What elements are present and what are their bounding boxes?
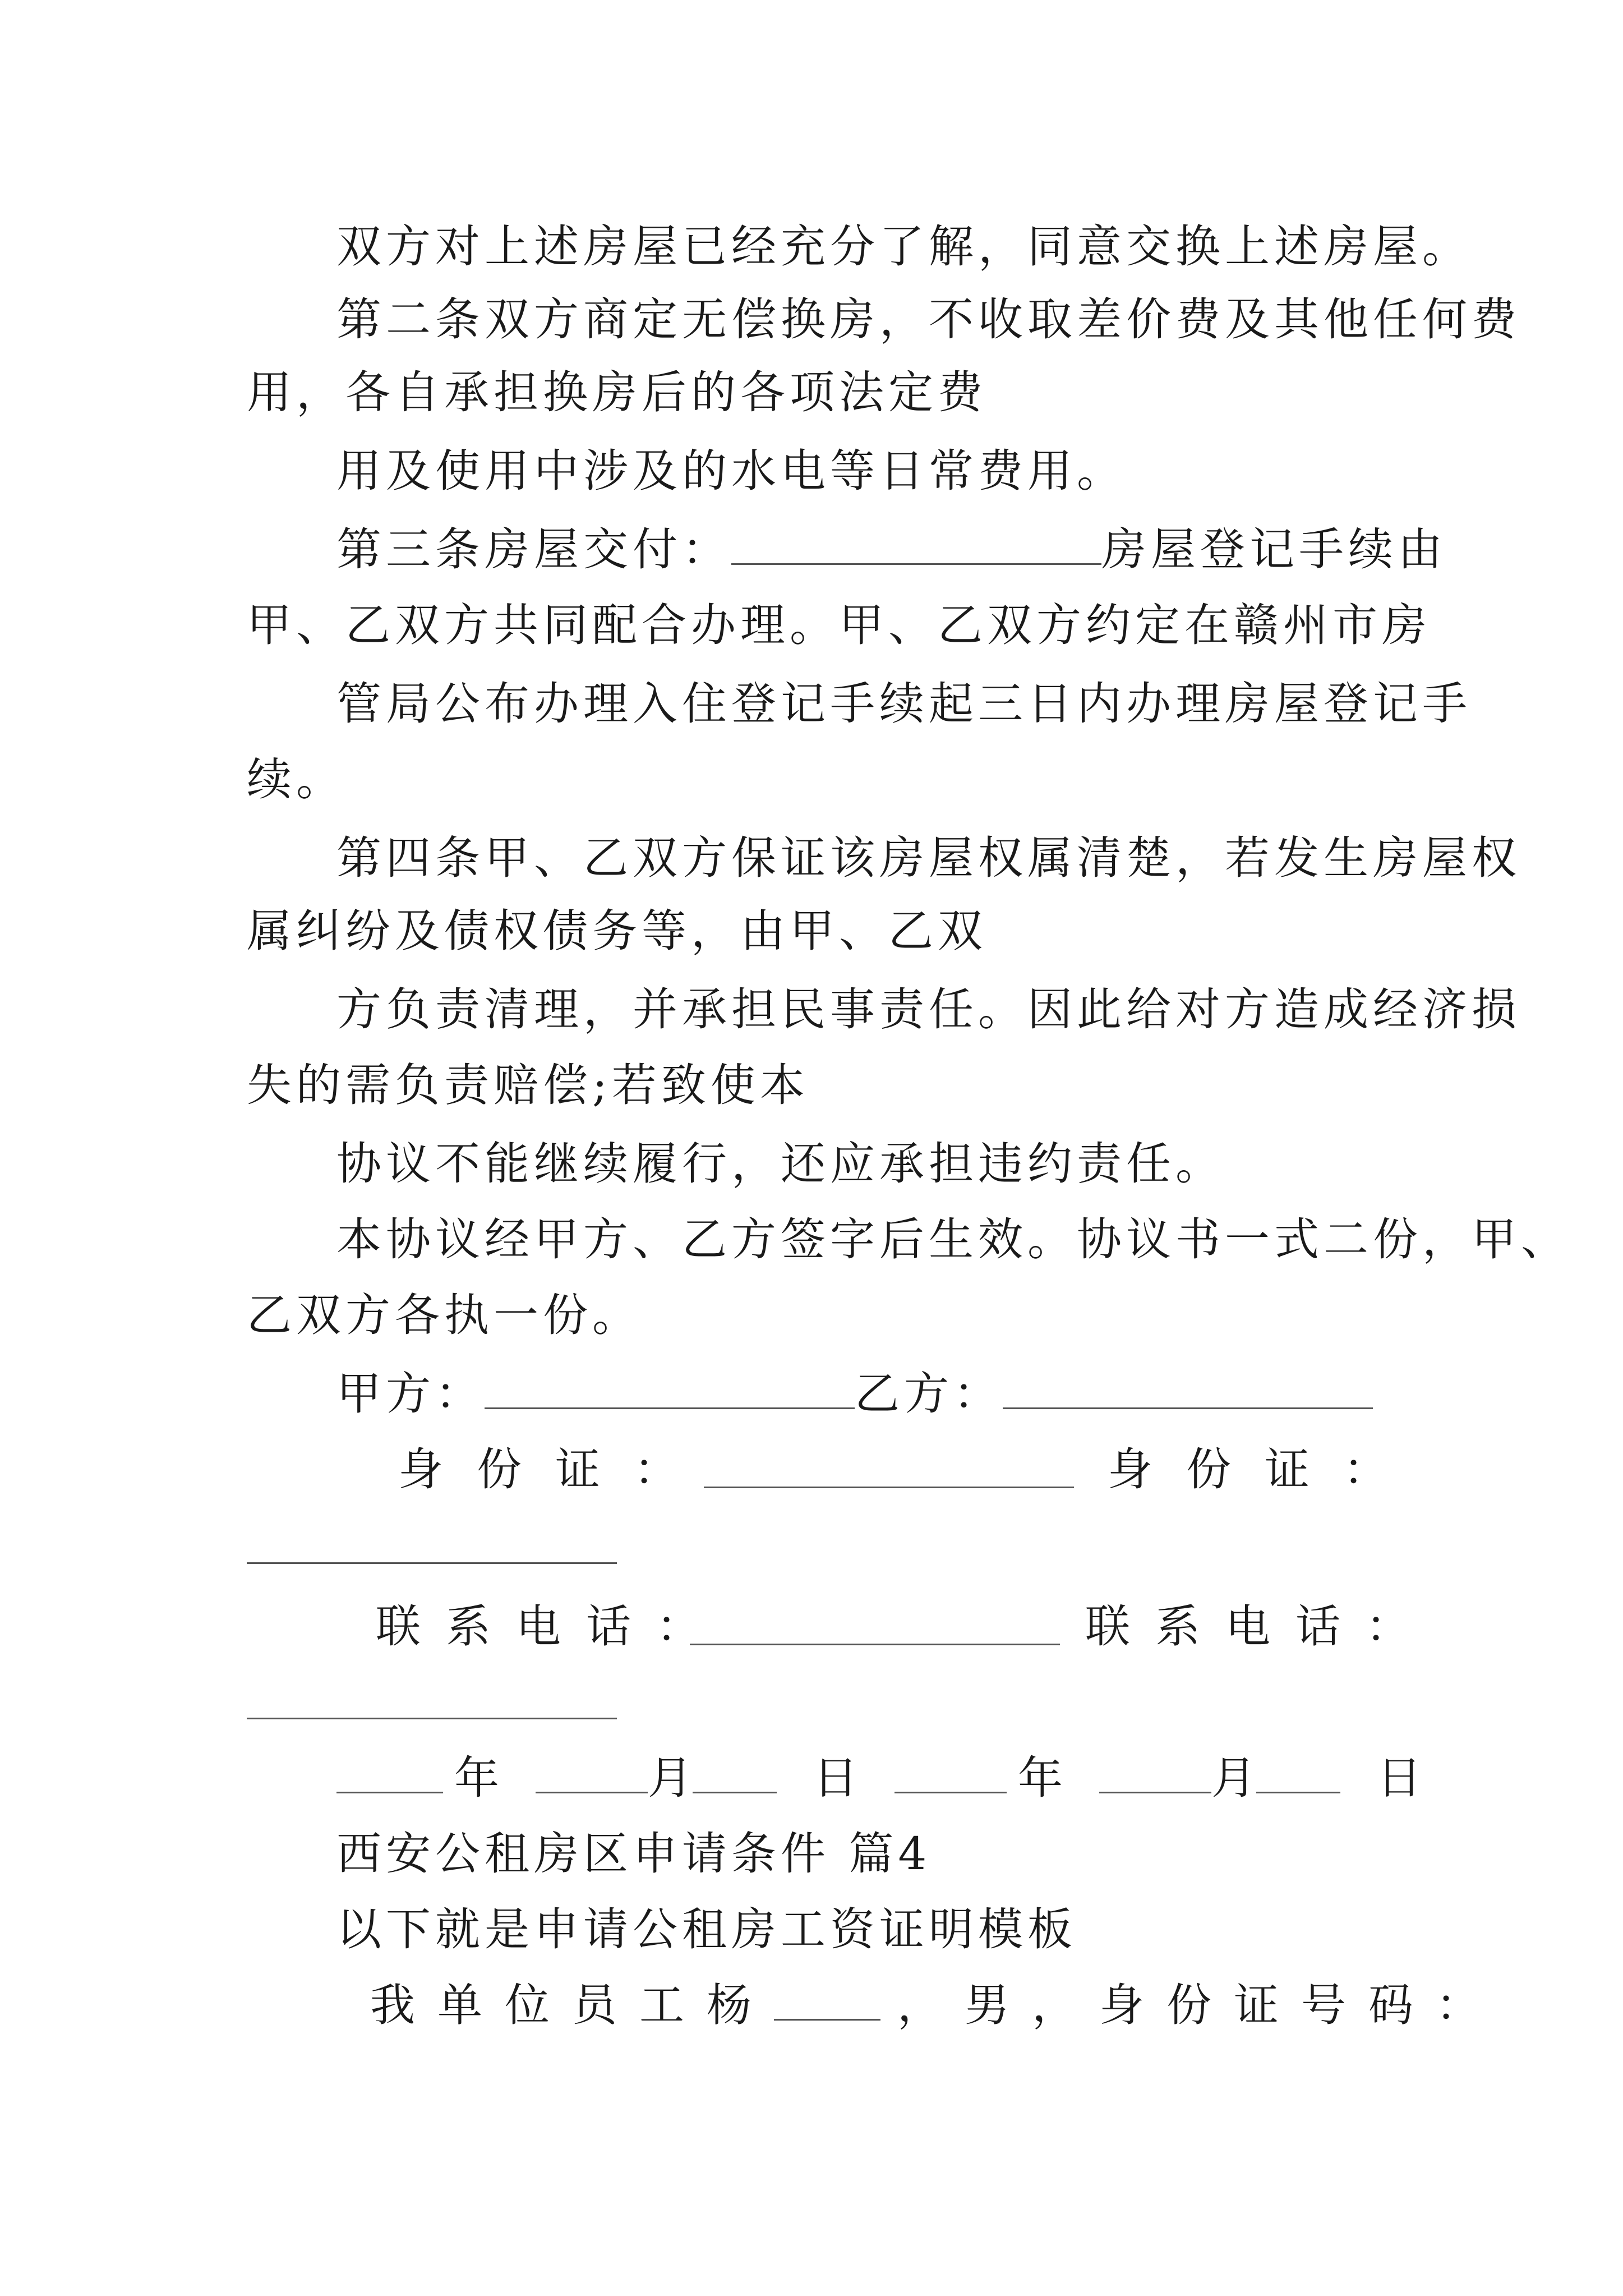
article-4-line-3: 方负责清理，并承担民事责任。因此给对方造成经济损: [336, 983, 1521, 1036]
article-4-line-5: 协议不能继续履行，还应承担违约责任。: [336, 1138, 1225, 1190]
id-card-label-b-row: [1108, 1442, 1422, 1498]
id-card-label-a: 身份证：: [398, 1443, 712, 1496]
id-card-b-blank[interactable]: [247, 1557, 617, 1564]
section-intro: 以下就是申请公租房工资证明模板: [336, 1903, 1077, 1955]
date-row: [336, 1750, 1422, 1806]
year-a-label: 年: [454, 1752, 499, 1804]
certificate-mid: ，男，身份证号码：: [897, 1979, 1503, 2031]
article-2-line-3: 用及使用中涉及的水电等日常费用。: [336, 445, 1126, 497]
month-a-blank[interactable]: [536, 1752, 648, 1793]
article-4-line-4: 失的需负责赔偿;若致使本: [247, 1059, 809, 1111]
article-3-line-3: 管局公布办理入住登记手续起三日内办理房屋登记手: [336, 678, 1472, 730]
phone-label-b: 联系电话：: [1085, 1600, 1436, 1653]
party-a-label: 甲方：: [336, 1368, 485, 1420]
article-4-line-1: 第四条甲、乙双方保证该房屋权属清楚，若发生房屋权: [336, 832, 1521, 884]
year-b-blank[interactable]: [895, 1752, 1007, 1793]
article-3-label: 第三条房屋交付：: [336, 523, 731, 576]
phone-row-a: [376, 1599, 726, 1655]
certificate-prefix: 我单位员工杨: [370, 1979, 774, 2031]
party-b-blank[interactable]: [1003, 1368, 1373, 1409]
month-a-label: 月: [648, 1752, 693, 1804]
month-b-blank[interactable]: [1099, 1752, 1211, 1793]
year-b-label: 年: [1018, 1752, 1063, 1804]
phone-a-blank[interactable]: [690, 1604, 1060, 1645]
id-card-a-blank[interactable]: [704, 1447, 1074, 1488]
article-2-line-2: 用，各自承担换房后的各项法定费: [247, 366, 987, 418]
day-a-label: 日: [813, 1752, 858, 1804]
article-2-line-1: 第二条双方商定无偿换房，不收取差价费及其他任何费: [336, 293, 1521, 346]
certificate-line: [370, 1977, 1503, 2033]
phone-label-a: 联系电话：: [376, 1600, 726, 1653]
id-card-row: [398, 1442, 712, 1498]
day-b-label: 日: [1377, 1752, 1422, 1804]
effect-clause-line-2: 乙双方各执一份。: [247, 1289, 642, 1341]
paragraph-exchange-agreement: 双方对上述房屋已经充分了解，同意交换上述房屋。: [336, 220, 1472, 273]
delivery-blank[interactable]: [731, 524, 1101, 565]
year-a-blank[interactable]: [336, 1752, 443, 1793]
article-3-line-4: 续。: [247, 753, 345, 806]
employee-name-blank[interactable]: [774, 1980, 880, 2021]
day-a-blank[interactable]: [693, 1752, 777, 1793]
phone-b-blank[interactable]: [247, 1712, 617, 1719]
article-4-line-2: 属纠纷及债权债务等，由甲、乙双: [247, 905, 987, 957]
party-a-blank[interactable]: [485, 1368, 855, 1409]
day-b-blank[interactable]: [1256, 1752, 1340, 1793]
article-3-rest: 房屋登记手续由: [1101, 523, 1447, 576]
month-b-label: 月: [1211, 1752, 1256, 1804]
signature-parties-row: [336, 1366, 1373, 1422]
party-b-label: 乙方：: [855, 1368, 1003, 1420]
id-card-label-b: 身份证：: [1108, 1443, 1422, 1496]
section-heading: 西安公租房区申请条件 篇4: [336, 1828, 932, 1880]
phone-row-b: [1085, 1599, 1436, 1655]
article-3-line-1: [336, 522, 1447, 578]
effect-clause-line-1: 本协议经甲方、乙方签字后生效。协议书一式二份，甲、: [336, 1213, 1570, 1266]
article-3-line-2: 甲、乙双方共同配合办理。甲、乙双方约定在赣州市房: [247, 599, 1431, 651]
